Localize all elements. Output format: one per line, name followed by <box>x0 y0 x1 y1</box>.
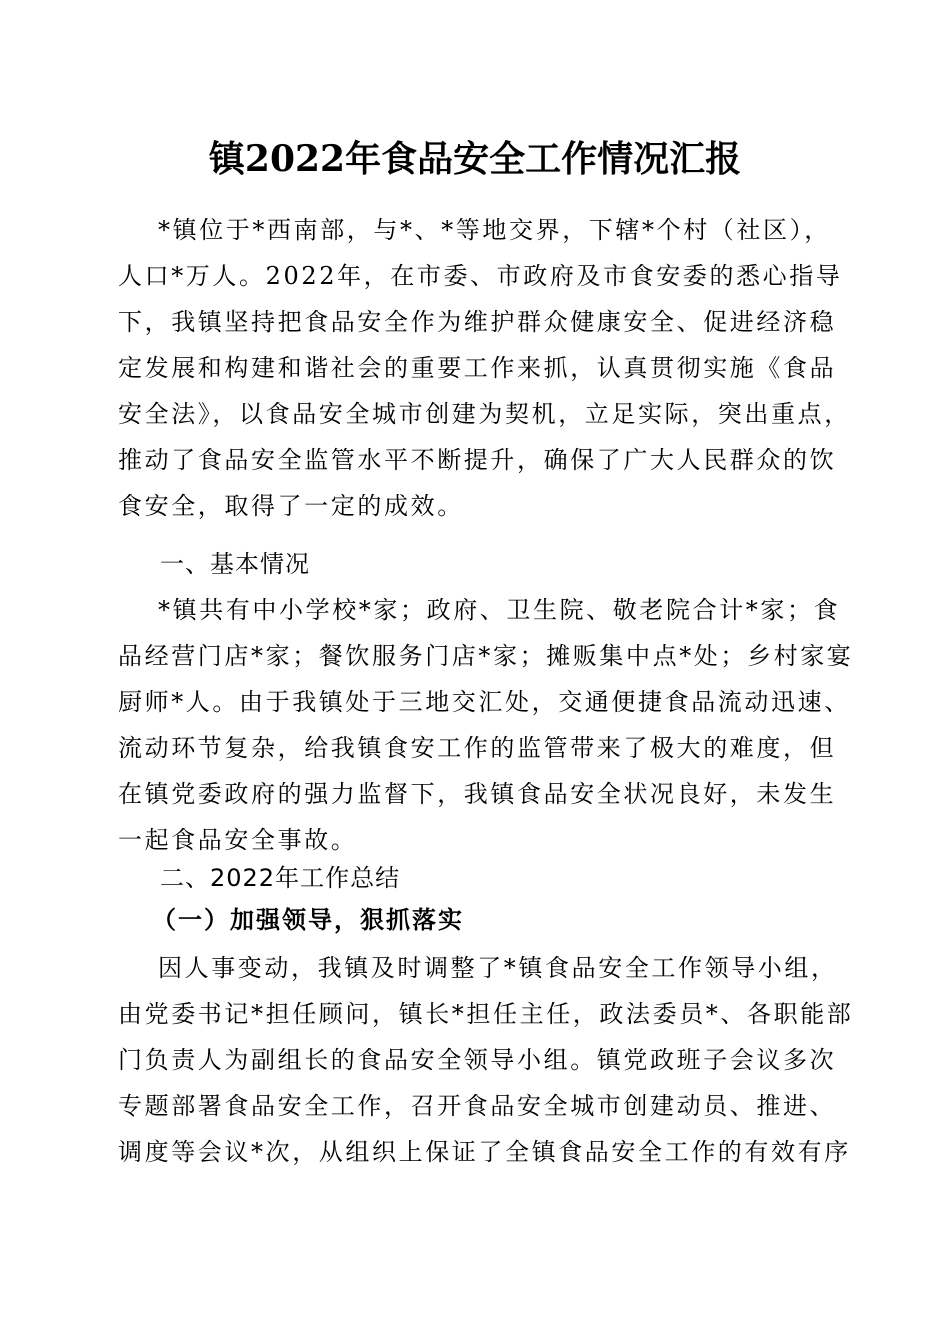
subsection-heading-leadership: （一）加强领导，狠抓落实 <box>152 905 464 934</box>
section-heading-basic-info: 一、基本情况 <box>160 550 310 578</box>
section1-paragraph <box>118 587 854 863</box>
paragraph-line: 专题部署食品安全工作，召开食品安全城市创建动员、推进、 <box>118 1092 837 1120</box>
paragraph-line: *镇共有中小学校*家；政府、卫生院、敬老院合计*家；食 <box>158 596 841 624</box>
paragraph-line: 一起食品安全事故。 <box>118 826 358 854</box>
paragraph-line: 品经营门店*家；餐饮服务门店*家；摊贩集中点*处；乡村家宴 <box>118 642 854 670</box>
intro-paragraph <box>118 207 851 529</box>
section-heading-work-summary: 二、2022年工作总结 <box>160 864 401 892</box>
paragraph-line: 因人事变动，我镇及时调整了*镇食品安全工作领导小组， <box>158 954 838 982</box>
paragraph-line: 食安全，取得了一定的成效。 <box>118 492 464 520</box>
paragraph-line: 下，我镇坚持把食品安全作为维护群众健康安全、促进经济稳 <box>118 308 837 336</box>
paragraph-line: 由党委书记*担任顾问，镇长*担任主任，政法委员*、各职能部 <box>118 1000 854 1028</box>
paragraph-line: 流动环节复杂，给我镇食安工作的监管带来了极大的难度，但 <box>118 734 837 762</box>
paragraph-line: 在镇党委政府的强力监督下，我镇食品安全状况良好，未发生 <box>118 780 837 808</box>
paragraph-line: *镇位于*西南部，与*、*等地交界，下辖*个村（社区）， <box>158 216 831 244</box>
paragraph-line: 人口*万人。2022年，在市委、市政府及市食安委的悉心指导 <box>118 262 843 290</box>
paragraph-line: 安全法》，以食品安全城市创建为契机，立足实际，突出重点， <box>118 400 851 428</box>
paragraph-line: 定发展和构建和谐社会的重要工作来抓，认真贯彻实施《食品 <box>118 354 837 382</box>
paragraph-line: 推动了食品安全监管水平不断提升，确保了广大人民群众的饮 <box>118 446 837 474</box>
subsection1-paragraph <box>118 945 854 1175</box>
paragraph-line: 调度等会议*次，从组织上保证了全镇食品安全工作的有效有序 <box>118 1138 851 1166</box>
paragraph-line: 厨师*人。由于我镇处于三地交汇处，交通便捷食品流动迅速、 <box>118 688 851 716</box>
document-title: 镇2022年食品安全工作情况汇报 <box>208 138 742 180</box>
paragraph-line: 门负责人为副组长的食品安全领导小组。镇党政班子会议多次 <box>118 1046 837 1074</box>
